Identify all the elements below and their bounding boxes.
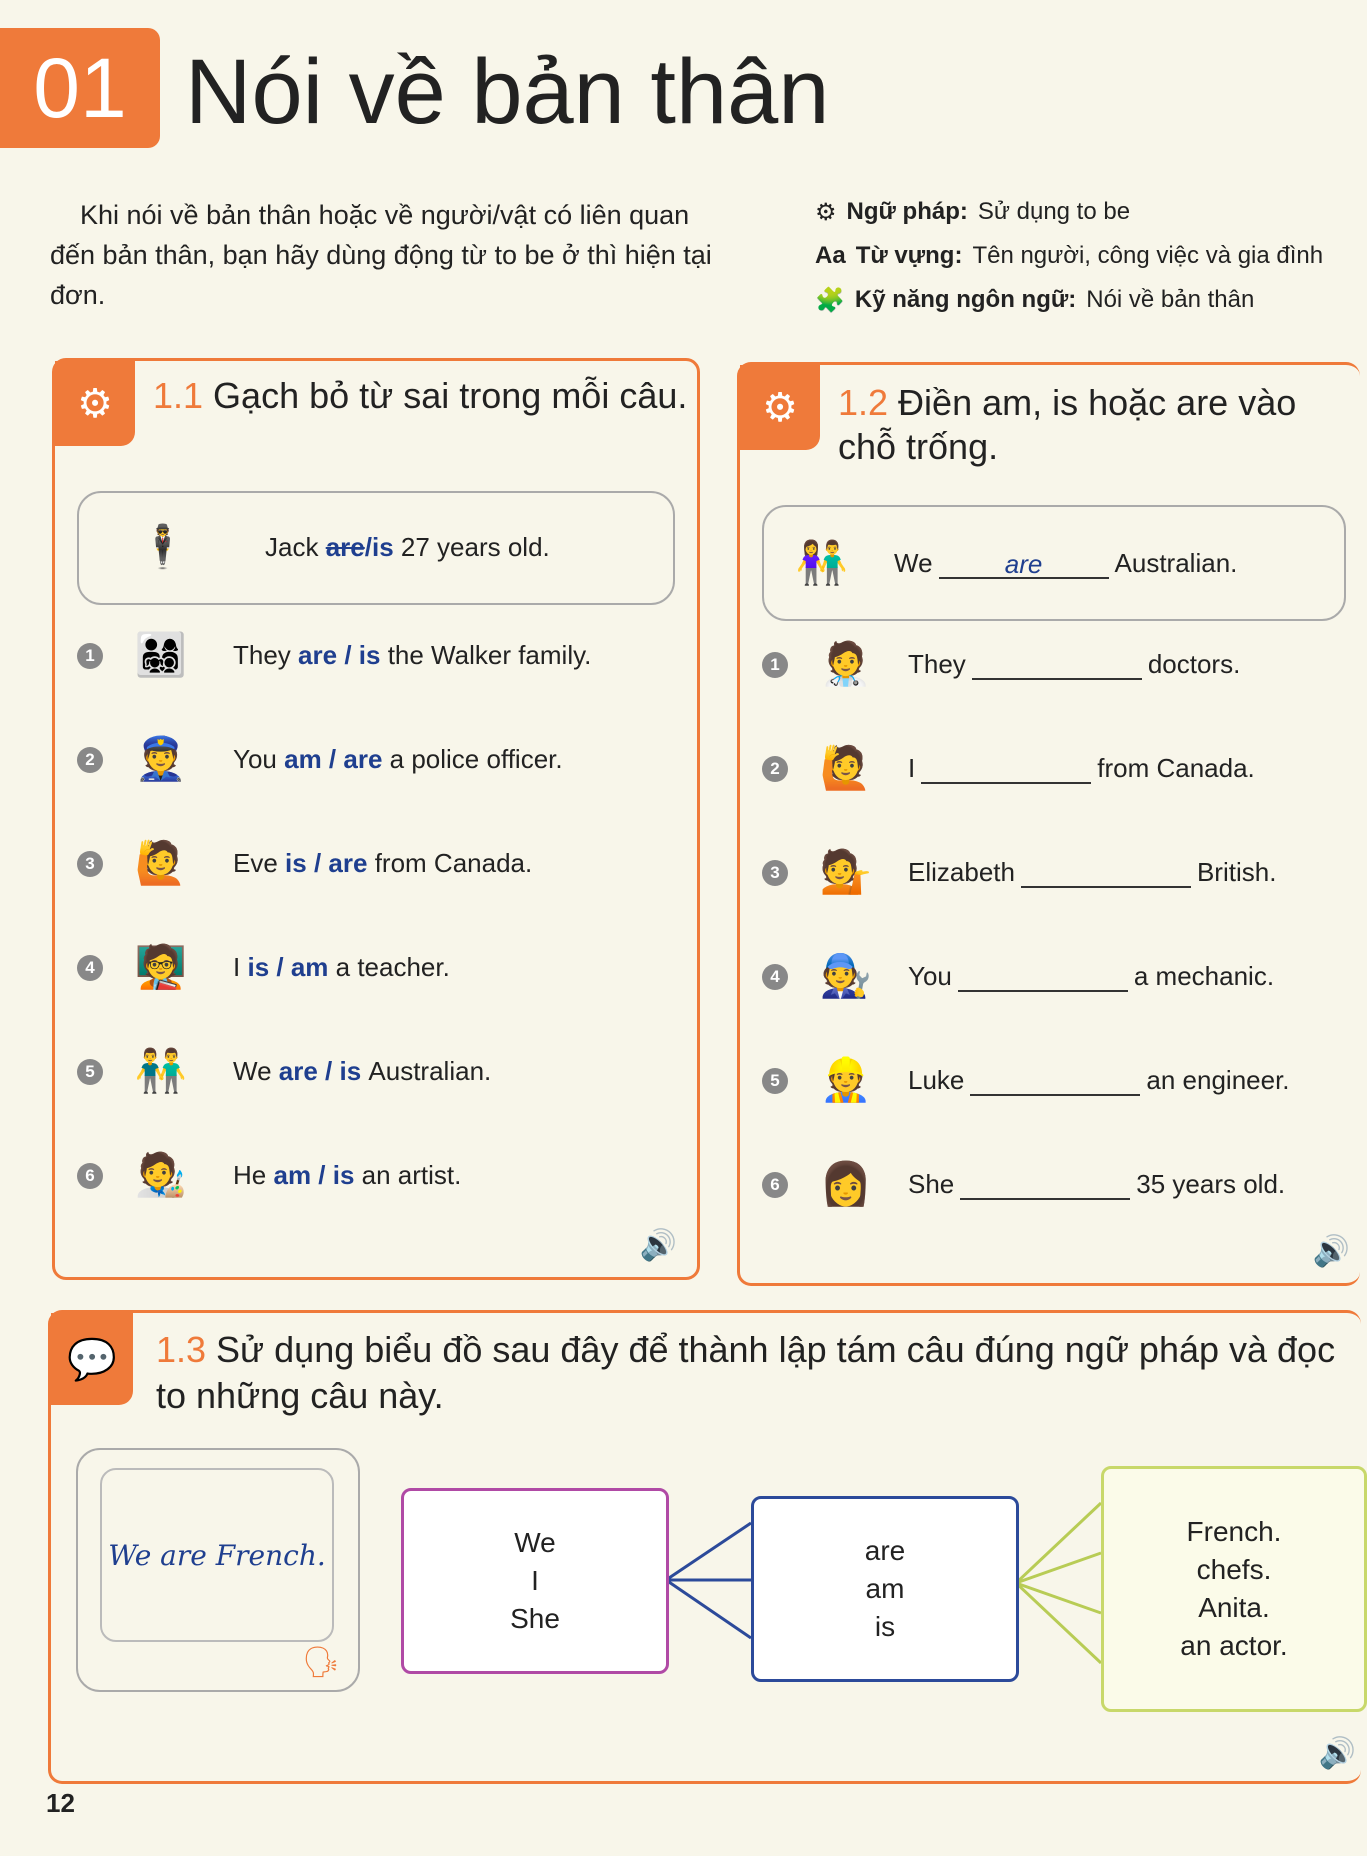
item-number: 2 (762, 756, 788, 782)
speech-bubble: We are French. (100, 1468, 334, 1642)
exercise-1-3: 💬 1.3 Sử dụng biểu đồ sau đây để thành lập tám câu đúng ngữ pháp và đọc to những câu này. We are French. 🗣 We I She are am is French. chefs. Anita. an actor. 🔊 (48, 1310, 1361, 1784)
item-number: 4 (77, 955, 103, 981)
answer-blank: are (939, 549, 1109, 579)
gear-icon: ⚙ (55, 361, 135, 446)
option-a[interactable]: am (273, 1160, 312, 1190)
exercise-item: 5 👷 Luke an engineer. (762, 1056, 1290, 1105)
meta-vocab: Aa Từ vựng: Tên người, công việc và gia đình (815, 242, 1324, 269)
example-card: 👫 We are Australian. (762, 505, 1346, 621)
item-number: 1 (77, 643, 103, 669)
option-a[interactable]: are (298, 640, 338, 670)
figure-icon: 🙋 (134, 839, 182, 886)
item-number: 6 (77, 1163, 103, 1189)
audio-icon[interactable]: 🔊 (639, 1229, 677, 1262)
meta-grammar: ⚙ Ngữ pháp: Sử dụng to be (815, 198, 1131, 226)
item-number: 3 (762, 860, 788, 886)
exercise-title: Gạch bỏ từ sai trong mỗi câu. (213, 375, 688, 416)
figure-icon: 🧑‍🎨 (134, 1151, 182, 1198)
answer-blank[interactable] (960, 1170, 1130, 1200)
option-b[interactable]: are (343, 744, 383, 774)
exercise-1-1: ⚙ 1.1 Gạch bỏ từ sai trong mỗi câu. 🕴 Jack are / is 27 years old. 1 👨‍👩‍👧‍👦 They are / is the Walker family. 2 👮 You am / are a police officer. 3 🙋 Eve is / are from Canada. 4 🧑‍🏫 I is / am a teacher. 5 👬 We are / is Australian. 6 🧑‍🎨 He am / is an artist. 🔊 (52, 358, 700, 1280)
exercise-item: 3 💁 Elizabeth British. (762, 848, 1276, 897)
item-number: 5 (77, 1059, 103, 1085)
audio-icon[interactable]: 🔊 (1318, 1737, 1356, 1770)
exercise-item: 1 👨‍👩‍👧‍👦 They are / is the Walker family. (77, 631, 591, 680)
item-number: 6 (762, 1172, 788, 1198)
subject-box: We I She (401, 1488, 669, 1674)
option-a[interactable]: am (284, 744, 322, 774)
figure-icon: 💁 (819, 848, 867, 895)
figure-icon: 🧑‍⚕️ (819, 640, 867, 687)
exercise-item: 2 👮 You am / are a police officer. (77, 735, 563, 784)
figure-icon: 🙋 (819, 744, 867, 791)
complement-box: French. chefs. Anita. an actor. (1101, 1466, 1367, 1712)
person-icon: 🕴 (136, 523, 184, 570)
unit-number: 01 (0, 28, 160, 148)
answer-blank[interactable] (958, 962, 1128, 992)
answer-blank[interactable] (970, 1066, 1140, 1096)
option-b[interactable]: is (339, 1056, 362, 1086)
exercise-item: 5 👬 We are / is Australian. (77, 1047, 491, 1096)
option-a[interactable]: are (278, 1056, 318, 1086)
exercise-item: 3 🙋 Eve is / are from Canada. (77, 839, 532, 888)
puzzle-icon: 🧩 (815, 286, 845, 314)
option-b[interactable]: is (332, 1160, 355, 1190)
speech-bubble-icon: 💬 (51, 1313, 133, 1405)
figure-icon: 👮 (134, 735, 182, 782)
exercise-item: 1 🧑‍⚕️ They doctors. (762, 640, 1240, 689)
figure-icon: 👨‍👩‍👧‍👦 (134, 631, 182, 678)
audio-icon[interactable]: 🔊 (1312, 1235, 1350, 1268)
exercise-item: 6 🧑‍🎨 He am / is an artist. (77, 1151, 461, 1200)
answer-blank[interactable] (921, 754, 1091, 784)
answer-blank[interactable] (972, 650, 1142, 680)
figure-icon: 🧑‍🔧 (819, 952, 867, 999)
exercise-item: 6 👩 She 35 years old. (762, 1160, 1285, 1209)
figure-icon: 👬 (134, 1047, 182, 1094)
item-number: 1 (762, 652, 788, 678)
people-flag-icon: 👫 (795, 539, 843, 586)
example-card: 🕴 Jack are / is 27 years old. (77, 491, 675, 605)
aa-icon: Aa (815, 242, 846, 269)
figure-icon: 👩 (819, 1160, 867, 1207)
answer-blank[interactable] (1021, 858, 1191, 888)
page-number: 12 (46, 1788, 75, 1818)
item-number: 2 (77, 747, 103, 773)
meta-skill: 🧩 Kỹ năng ngôn ngữ: Nói về bản thân (815, 286, 1255, 314)
page-title: Nói về bản thân (185, 41, 830, 143)
figure-icon: 🧑‍🏫 (134, 943, 182, 990)
speaking-head-icon: 🗣 (301, 1646, 340, 1679)
exercise-1-2: ⚙ 1.2 Điền am, is hoặc are vào chỗ trống. 👫 We are Australian. 1 🧑‍⚕️ They doctors. 2 🙋 I from Canada. 3 💁 Elizabeth British. 4 🧑‍🔧 You a mechanic. 5 👷 Luke an engineer. 6 👩 She 35 years old. 🔊 (737, 362, 1360, 1286)
figure-icon: 👷 (819, 1056, 867, 1103)
gear-icon: ⚙ (740, 365, 820, 450)
item-number: 5 (762, 1068, 788, 1094)
exercise-item: 4 🧑‍🔧 You a mechanic. (762, 952, 1274, 1001)
item-number: 4 (762, 964, 788, 990)
option-a[interactable]: is (247, 952, 270, 982)
exercise-title: Sử dụng biểu đồ sau đây để thành lập tám câu đúng ngữ pháp và đọc to những câu này. (156, 1329, 1336, 1416)
option-a[interactable]: is (285, 848, 307, 878)
intro-text: Khi nói về bản thân hoặc về người/vật có liên quan đến bản thân, bạn hãy dùng động từ to be ở thì hiện tại đơn. (50, 200, 712, 310)
exercise-item: 2 🙋 I from Canada. (762, 744, 1255, 793)
verb-box: are am is (751, 1496, 1019, 1682)
exercise-item: 4 🧑‍🏫 I is / am a teacher. (77, 943, 450, 992)
item-number: 3 (77, 851, 103, 877)
option-b[interactable]: am (290, 952, 329, 982)
option-b[interactable]: is (358, 640, 381, 670)
option-b[interactable]: are (328, 848, 368, 878)
gears-icon: ⚙ (815, 198, 837, 226)
exercise-title: Điền am, is hoặc are vào chỗ trống. (838, 382, 1297, 467)
